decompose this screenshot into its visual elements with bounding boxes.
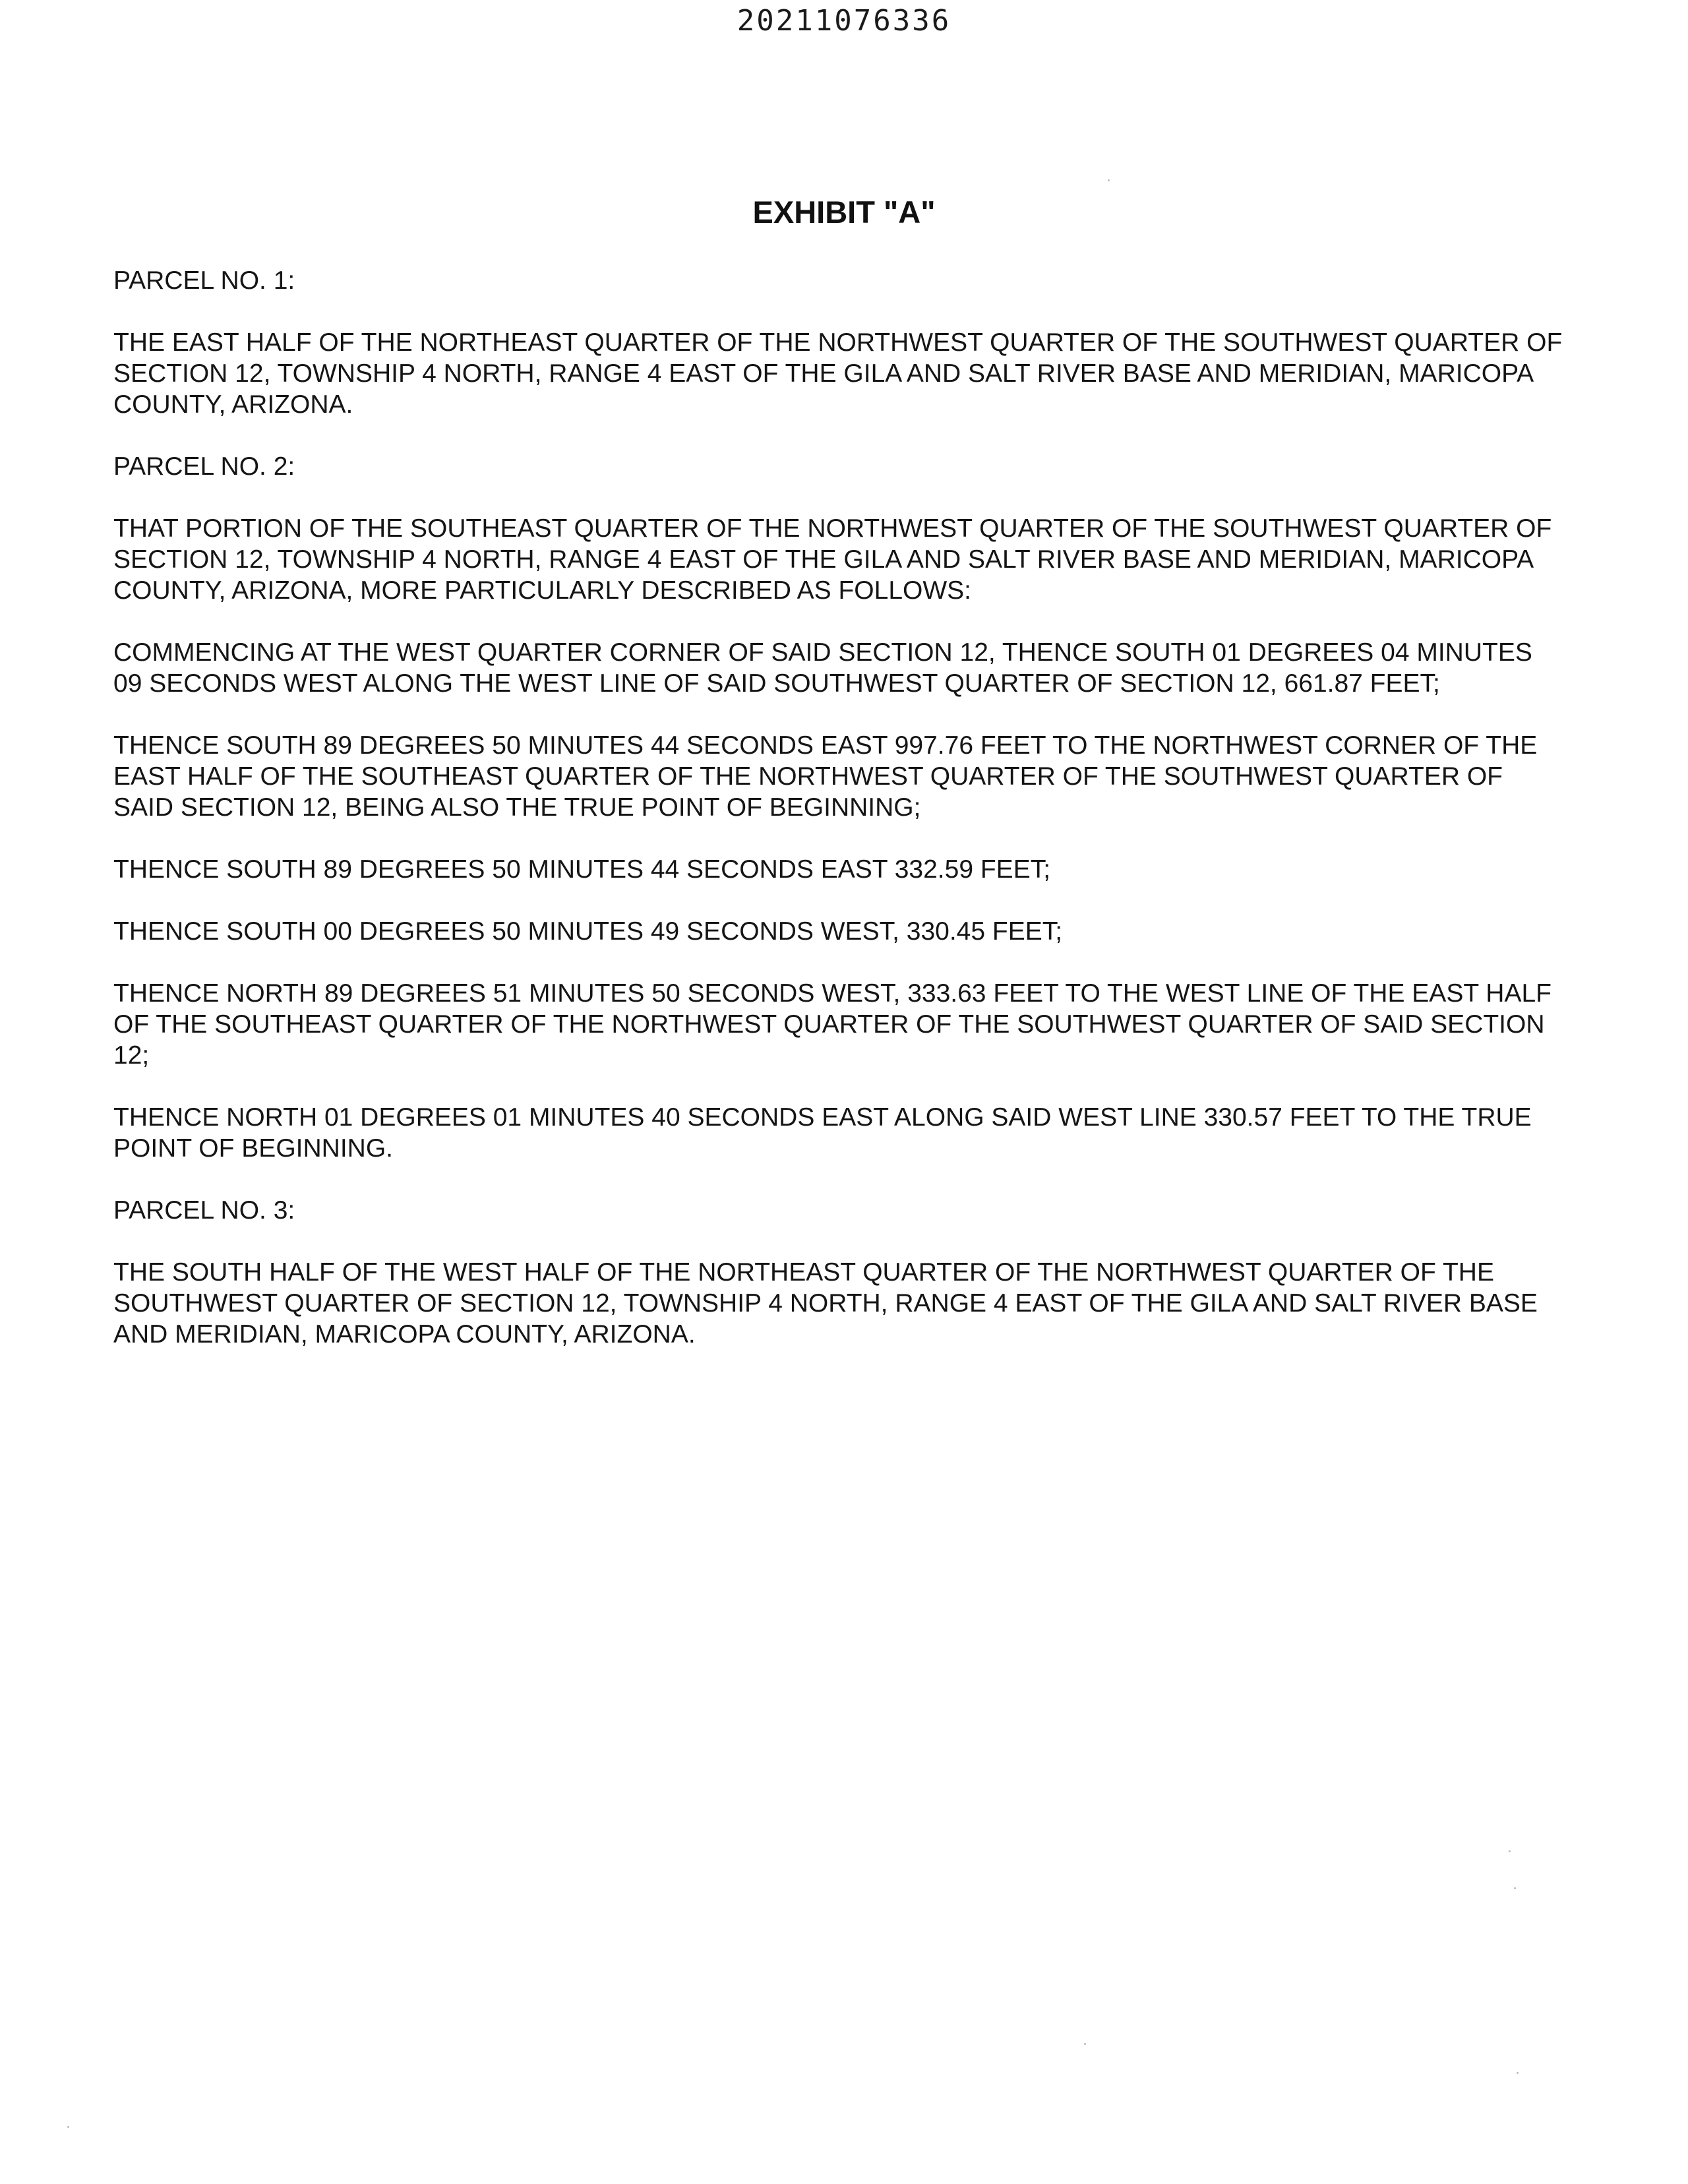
parcel-2-description: THAT PORTION OF THE SOUTHEAST QUARTER OF THE NORTHWEST QUARTER OF THE SOUTHWEST QUARTER OF SECTION 12, TOWNSHIP 4 NORTH, RANGE 4 EAST OF THE GILA AND SALT RIVER BASE AND MERIDIAN, MARICOPA COUNTY, ARIZONA, MORE PARTICULARLY DESCRIBED AS FOLLOWS: [113, 514, 1552, 605]
scan-speck [1108, 179, 1110, 181]
parcel-3-heading: PARCEL NO. 3: [113, 1196, 295, 1225]
scan-speck [67, 2126, 69, 2128]
scan-speck [1509, 1850, 1511, 1852]
exhibit-title: EXHIBIT "A" [752, 195, 936, 229]
parcel-2-course-2: THENCE SOUTH 89 DEGREES 50 MINUTES 44 SECONDS EAST 332.59 FEET; [113, 855, 1051, 884]
parcel-2-course-4: THENCE NORTH 89 DEGREES 51 MINUTES 50 SECONDS WEST, 333.63 FEET TO THE WEST LINE OF THE EAST HALF OF THE SOUTHEAST QUARTER OF THE NORTHWEST QUARTER OF THE SOUTHWEST QUARTER OF SAID SECTION 12; [113, 979, 1552, 1070]
legal-description [113, 265, 1564, 1381]
parcel-2-commencing-clause: COMMENCING AT THE WEST QUARTER CORNER OF SAID SECTION 12, THENCE SOUTH 01 DEGREES 04 MINUTES 09 SECONDS WEST ALONG THE WEST LINE OF SAID SOUTHWEST QUARTER OF SECTION 12, 661.87 FEET; [113, 638, 1532, 698]
parcel-3-description: THE SOUTH HALF OF THE WEST HALF OF THE NORTHEAST QUARTER OF THE NORTHWEST QUARTER OF THE SOUTHWEST QUARTER OF SECTION 12, TOWNSHIP 4 NORTH, RANGE 4 EAST OF THE GILA AND SALT RIVER BASE AND MERIDIAN, MARICOPA COUNTY, ARIZONA. [113, 1258, 1538, 1349]
parcel-2-course-3: THENCE SOUTH 00 DEGREES 50 MINUTES 49 SECONDS WEST, 330.45 FEET; [113, 917, 1063, 946]
parcel-2-course-5: THENCE NORTH 01 DEGREES 01 MINUTES 40 SECONDS EAST ALONG SAID WEST LINE 330.57 FEET TO THE TRUE POINT OF BEGINNING. [113, 1103, 1532, 1163]
parcel-2-course-1: THENCE SOUTH 89 DEGREES 50 MINUTES 44 SECONDS EAST 997.76 FEET TO THE NORTHWEST CORNER OF THE EAST HALF OF THE SOUTHEAST QUARTER OF THE NORTHWEST QUARTER OF THE SOUTHWEST QUARTER OF SAID SECTION 12, BEING ALSO THE TRUE POINT OF BEGINNING; [113, 731, 1538, 822]
scan-speck [1084, 2043, 1086, 2045]
scan-speck [1517, 2072, 1519, 2074]
scan-speck [1514, 1887, 1516, 1889]
parcel-1-heading: PARCEL NO. 1: [113, 266, 295, 295]
recording-number: 20211076336 [737, 4, 951, 38]
parcel-2-heading: PARCEL NO. 2: [113, 452, 295, 481]
parcel-1-description: THE EAST HALF OF THE NORTHEAST QUARTER OF THE NORTHWEST QUARTER OF THE SOUTHWEST QUARTER OF SECTION 12, TOWNSHIP 4 NORTH, RANGE 4 EAST OF THE GILA AND SALT RIVER BASE AND MERIDIAN, MARICOPA COUNTY, ARIZONA. [113, 328, 1563, 419]
